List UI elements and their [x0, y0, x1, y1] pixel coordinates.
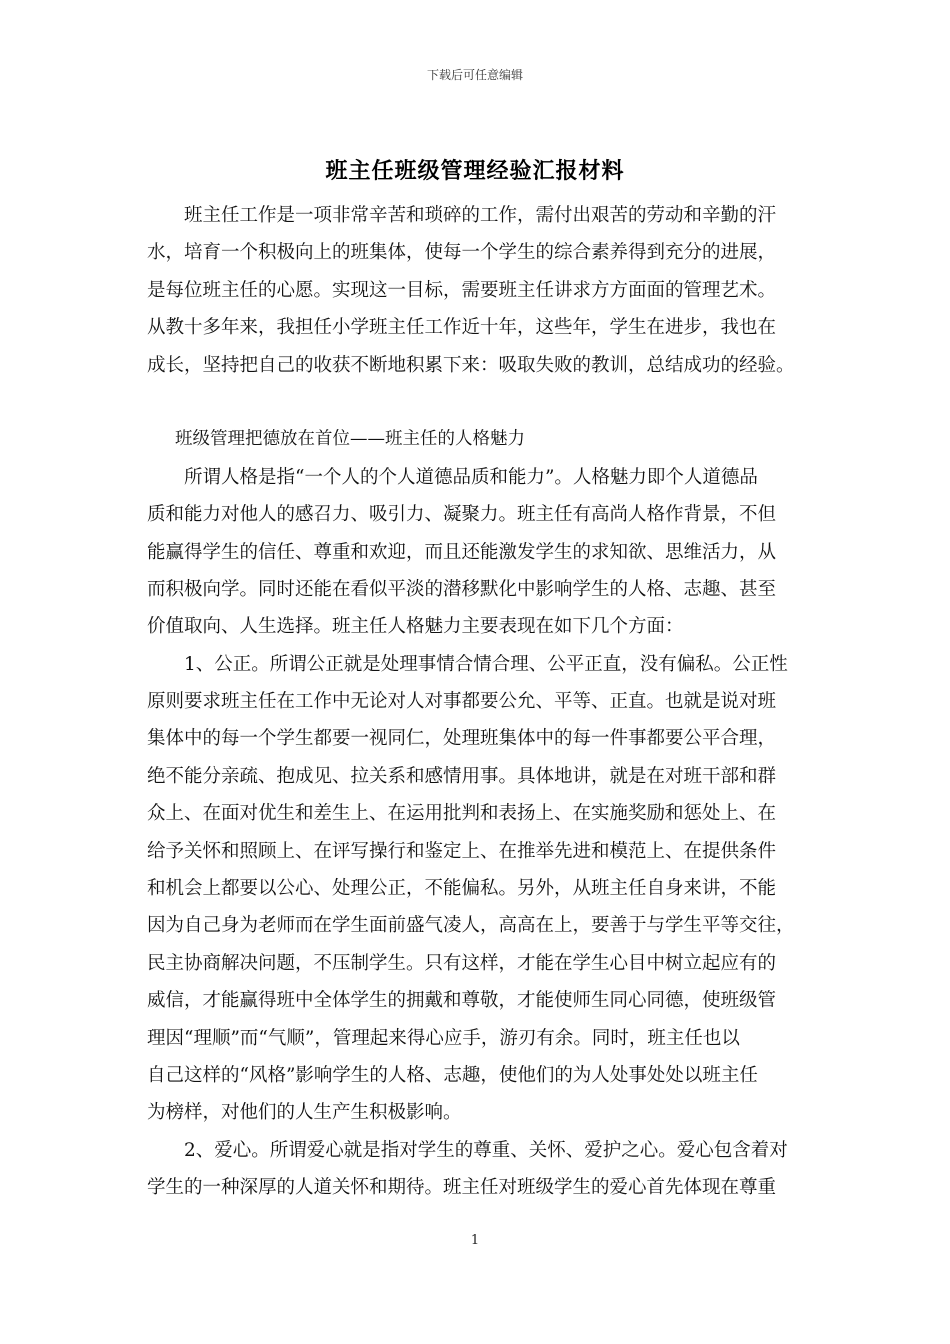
paragraph-line: 而积极向学。同时还能在看似平淡的潜移默化中影响学生的人格、志趣、甚至	[147, 578, 777, 600]
paragraph-line: 理因“理顺”而“气顺”，管理起来得心应手，游刃有余。同时，班主任也以	[147, 1027, 740, 1049]
paragraph-line: 班主任工作是一项非常辛苦和琐碎的工作，需付出艰苦的劳动和辛勤的汗	[184, 205, 777, 226]
paragraph-line: 众上、在面对优生和差生上、在运用批判和表扬上、在实施奖励和惩处上、在	[147, 803, 777, 825]
paragraph-line: 和机会上都要以公心、处理公正，不能偏私。另外，从班主任自身来讲，不能	[147, 878, 777, 900]
paragraph-line: 所谓人格是指“一个人的个人道德品质和能力”。人格魅力即个人道德品	[184, 466, 758, 488]
paragraph-line: 质和能力对他人的感召力、吸引力、凝聚力。班主任有高尚人格作背景，不但	[147, 504, 777, 526]
paragraph-line: 水，培育一个积极向上的班集体，使每一个学生的综合素养得到充分的进展，	[147, 242, 777, 264]
paragraph-line: 自己这样的“风格”影响学生的人格、志趣，使他们的为人处事处处以班主任	[147, 1064, 758, 1086]
paragraph-line: 学生的一种深厚的人道关怀和期待。班主任对班级学生的爱心首先体现在尊重	[147, 1177, 777, 1199]
paragraph-line: 因为自己身为老师而在学生面前盛气凌人，高高在上，要善于与学生平等交往，	[147, 915, 795, 937]
paragraph-line: 为榜样，对他们的人生产生积极影响。	[147, 1102, 462, 1124]
paragraph-spacer	[147, 384, 823, 421]
page-number: 1	[470, 1233, 480, 1248]
header-note: 下载后可任意编辑	[426, 68, 523, 82]
paragraph-line: 成长，坚持把自己的收获不断地积累下来：吸取失败的教训，总结成功的经验。	[147, 354, 795, 376]
paragraph-line: 集体中的每一个学生都要一视同仁，处理班集体中的每一件事都要公平合理，	[147, 728, 777, 750]
document-body	[147, 197, 823, 1207]
paragraph-line: 民主协商解决问题，不压制学生。只有这样，才能在学生心目中树立起应有的	[147, 952, 777, 974]
paragraph-line: 绝不能分亲疏、抱成见、拉关系和感情用事。具体地讲，就是在对班干部和群	[147, 765, 777, 787]
document-title: 班主任班级管理经验汇报材料	[325, 158, 625, 184]
section-heading: 班级管理把德放在首位——班主任的人格魅力	[175, 429, 525, 450]
paragraph-line: 给予关怀和照顾上、在评写操行和鉴定上、在推举先进和模范上、在提供条件	[147, 840, 777, 862]
paragraph-line: 原则要求班主任在工作中无论对人对事都要公允、平等、正直。也就是说对班	[147, 691, 777, 713]
paragraph-line: 价值取向、人生选择。班主任人格魅力主要表现在如下几个方面：	[147, 616, 684, 638]
paragraph-line: 能赢得学生的信任、尊重和欢迎，而且还能激发学生的求知欲、思维活力，从	[147, 541, 777, 563]
paragraph-line: 威信，才能赢得班中全体学生的拥戴和尊敬，才能使师生同心同德，使班级管	[147, 990, 777, 1012]
paragraph-line: 是每位班主任的心愿。实现这一目标，需要班主任讲求方方面面的管理艺术。	[147, 279, 777, 301]
paragraph-line: 从教十多年来，我担任小学班主任工作近十年，这些年，学生在进步，我也在	[147, 317, 777, 339]
paragraph-line: 1、公正。所谓公正就是处理事情合情合理、公平正直，没有偏私。公正性	[184, 653, 788, 675]
paragraph-line: 2、爱心。所谓爱心就是指对学生的尊重、关怀、爱护之心。爱心包含着对	[184, 1139, 788, 1161]
